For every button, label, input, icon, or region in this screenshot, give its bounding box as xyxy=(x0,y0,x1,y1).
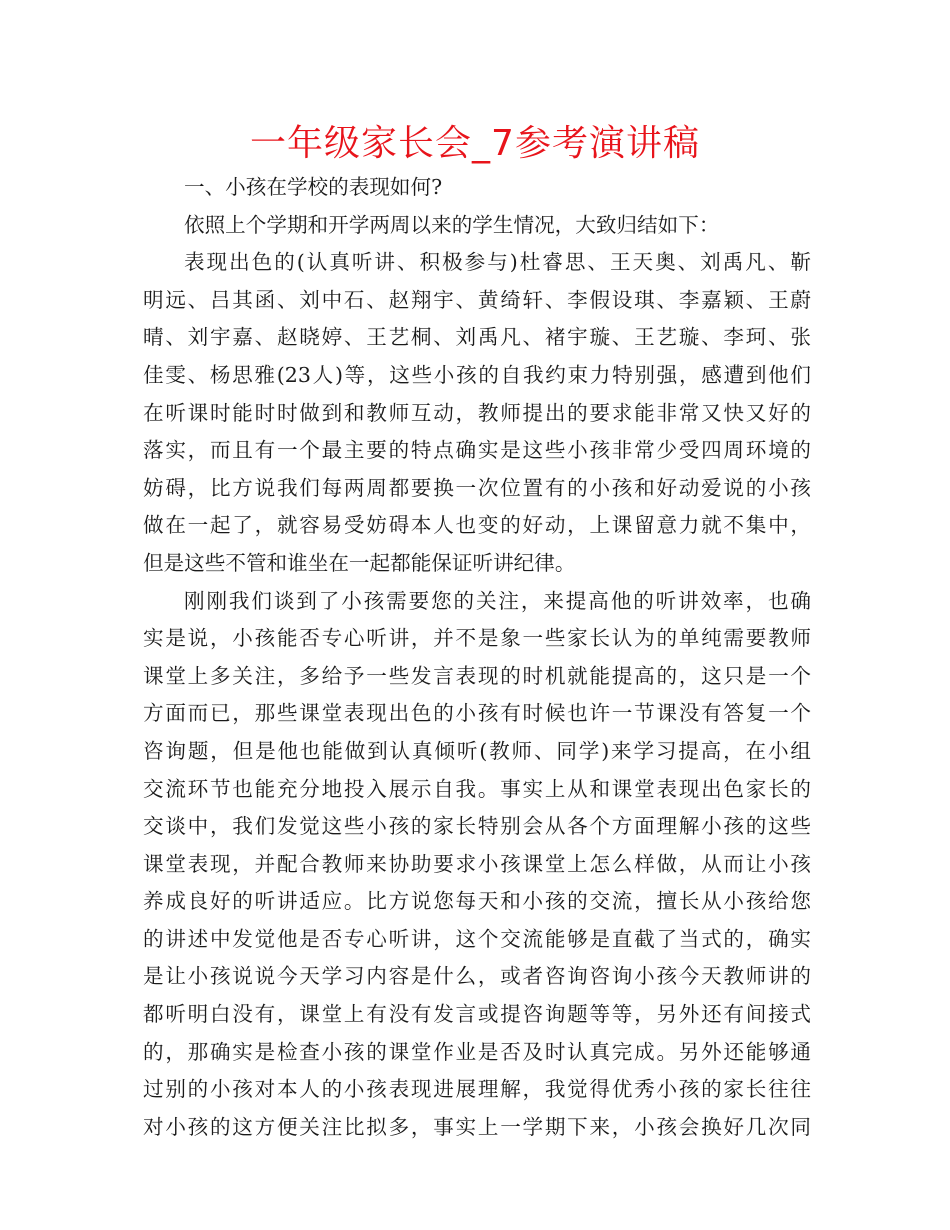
paragraph-line: 的，那确实是检查小孩的课堂作业是否及时认真完成。另外还能够通 xyxy=(143,1039,811,1064)
paragraph-line: 课堂上多关注，多给予一些发言表现的时机就能提高的，这只是一个 xyxy=(143,663,811,688)
paragraph-line: 实是说，小孩能否专心听讲，并不是象一些家长认为的单纯需要教师 xyxy=(143,626,811,651)
document-title: 一年级家长会_7参考演讲稿 xyxy=(250,123,700,164)
paragraph-line: 对小孩的这方便关注比拟多，事实上一学期下来，小孩会换好几次同 xyxy=(143,1114,811,1139)
paragraph-line: 佳雯、杨思雅(23人)等，这些小孩的自我约束力特别强，感遭到他们 xyxy=(143,362,811,387)
paragraph-line: 养成良好的听讲适应。比方说您每天和小孩的交流，擅长从小孩给您 xyxy=(143,889,811,914)
paragraph-line: 课堂表现，并配合教师来协助要求小孩课堂上怎么样做，从而让小孩 xyxy=(143,851,811,876)
paragraph-line: 依照上个学期和开学两周以来的学生情况，大致归结如下： xyxy=(184,212,720,237)
paragraph-line: 是让小孩说说今天学习内容是什么，或者咨询咨询小孩今天教师讲的 xyxy=(143,964,811,989)
paragraph-line: 明远、吕其函、刘中石、赵翔宇、黄绮轩、李假设琪、李嘉颖、王蔚 xyxy=(143,287,811,312)
section-heading: 一、小孩在学校的表现如何? xyxy=(184,175,443,199)
paragraph-line: 咨询题，但是他也能做到认真倾听(教师、同学)来学习提高，在小组 xyxy=(143,738,811,763)
paragraph-line: 晴、刘宇嘉、赵晓婷、王艺桐、刘禹凡、褚宇璇、王艺璇、李珂、张 xyxy=(143,325,811,350)
paragraph-line: 交流环节也能充分地投入展示自我。事实上从和课堂表现出色家长的 xyxy=(143,776,811,801)
paragraph-line: 在听课时能时时做到和教师互动，教师提出的要求能非常又快又好的 xyxy=(143,400,811,425)
paragraph-line: 做在一起了，就容易受妨碍本人也变的好动，上课留意力就不集中， xyxy=(143,513,811,538)
paragraph-line: 妨碍，比方说我们每两周都要换一次位置有的小孩和好动爱说的小孩 xyxy=(143,475,811,500)
paragraph-line: 但是这些不管和谁坐在一起都能保证听讲纪律。 xyxy=(143,550,576,575)
paragraph-line: 落实，而且有一个最主要的特点确实是这些小孩非常少受四周环境的 xyxy=(143,438,811,463)
paragraph-line: 过别的小孩对本人的小孩表现进展理解，我觉得优秀小孩的家长往往 xyxy=(143,1077,811,1102)
paragraph-line: 交谈中，我们发觉这些小孩的家长特别会从各个方面理解小孩的这些 xyxy=(143,814,811,839)
paragraph-line: 表现出色的(认真听讲、积极参与)杜睿思、王天奥、刘禹凡、靳 xyxy=(184,250,811,275)
paragraph-line: 都听明白没有，课堂上有没有发言或提咨询题等等，另外还有间接式 xyxy=(143,1002,811,1027)
paragraph-line: 的讲述中发觉他是否专心听讲，这个交流能够是直截了当式的，确实 xyxy=(143,926,811,951)
document-body xyxy=(143,169,811,1146)
paragraph-line: 方面而已，那些课堂表现出色的小孩有时候也许一节课没有答复一个 xyxy=(143,701,811,726)
paragraph-line: 刚刚我们谈到了小孩需要您的关注，来提高他的听讲效率，也确 xyxy=(184,588,811,613)
